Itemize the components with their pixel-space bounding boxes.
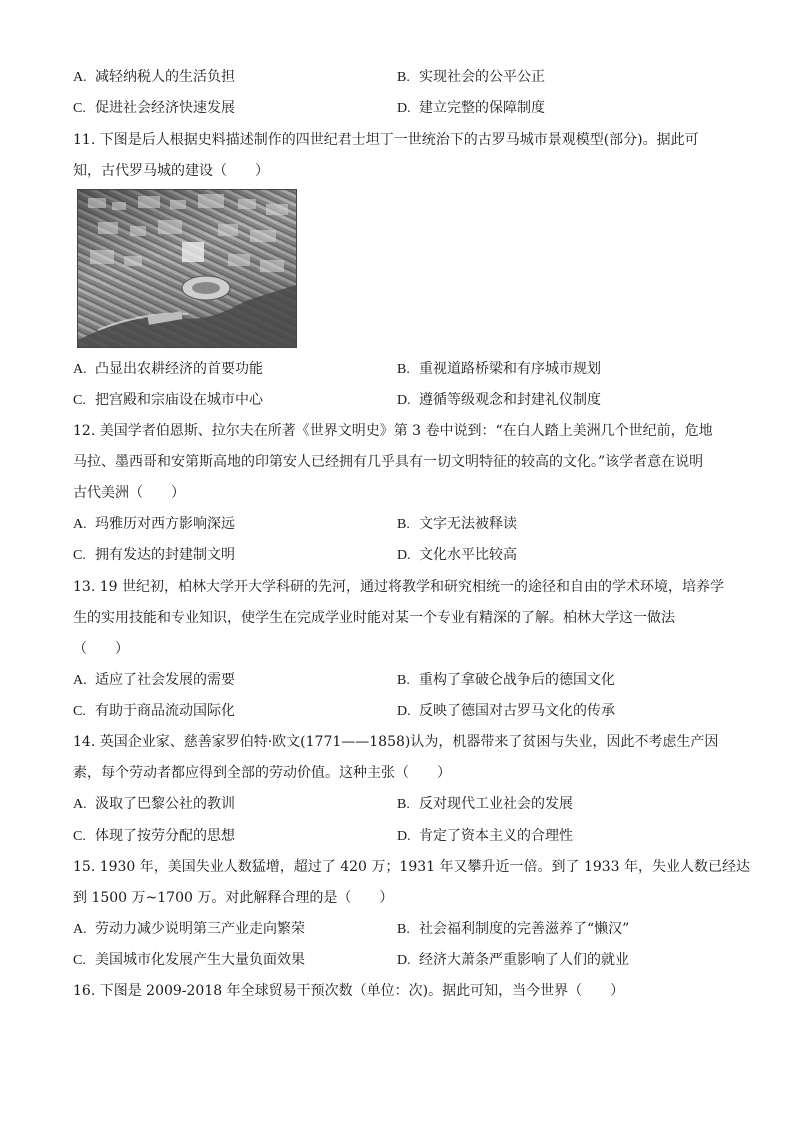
q13-stem-line-1: 13. 19 世纪初，柏林大学开大学科研的先河，通过将教学和研究相统一的途径和自由的学术环境，培养学 [73, 579, 724, 595]
q11-stem-line-2: 知，古代罗马城的建设（ ） [73, 163, 269, 179]
q14-option-d: D. 肯定了资本主义的合理性 [397, 828, 573, 844]
q14-stem-line-2: 素，每个劳动者都应得到全部的劳动价值。这种主张（ ） [73, 765, 451, 781]
q15-stem-line-1: 15. 1930 年，美国失业人数猛增，超过了 420 万；1931 年又攀升近一倍。到了 1933 年，失业人数已经达 [73, 859, 751, 875]
rome-city-model-illustration [78, 190, 296, 347]
q11-stem-line-1: 11. 下图是后人根据史料描述制作的四世纪君士坦丁一世统治下的古罗马城市景观模型(部分)。据此可 [73, 132, 699, 148]
q15-option-b: B. 社会福利制度的完善滋养了“懒汉” [397, 921, 630, 937]
q14-option-c: C. 体现了按劳分配的思想 [73, 828, 235, 844]
q12-stem-line-2: 马拉、墨西哥和安第斯高地的印第安人已经拥有几乎具有一切文明特征的较高的文化。”该学者意在说明 [73, 454, 704, 470]
q15-option-a: A. 劳动力减少说明第三产业走向繁荣 [73, 921, 305, 937]
q10-option-d: D. 建立完整的保障制度 [397, 100, 545, 116]
q12-stem-line-1: 12. 美国学者伯恩斯、拉尔夫在所著《世界文明史》第 3 卷中说到：“在白人踏上美洲几个世纪前，危地 [73, 423, 713, 439]
q12-stem-line-3: 古代美洲（ ） [73, 485, 185, 501]
q11-option-d: D. 遵循等级观念和封建礼仪制度 [397, 392, 601, 408]
q12-option-c: C. 拥有发达的封建制文明 [73, 547, 235, 563]
q10-option-a: A. 减轻纳税人的生活负担 [73, 69, 235, 85]
q11-option-b: B. 重视道路桥梁和有序城市规划 [397, 361, 601, 377]
q13-stem-line-3: （ ） [73, 641, 129, 657]
q14-stem-line-1: 14. 英国企业家、慈善家罗伯特·欧文(1771——1858)认为，机器带来了贫困与失业，因此不考虑生产因 [73, 734, 719, 750]
q10-option-c: C. 促进社会经济快速发展 [73, 100, 235, 116]
q13-stem-line-2: 生的实用技能和专业知识，使学生在完成学业时能对某一个专业有精深的了解。柏林大学这一做法 [73, 610, 675, 626]
q15-option-d: D. 经济大萧条严重影响了人们的就业 [397, 952, 629, 968]
q13-option-c: C. 有助于商品流动国际化 [73, 703, 235, 719]
q11-option-c: C. 把宫殿和宗庙设在城市中心 [73, 392, 263, 408]
q12-option-d: D. 文化水平比较高 [397, 547, 517, 563]
q14-option-b: B. 反对现代工业社会的发展 [397, 796, 573, 812]
q12-option-b: B. 文字无法被释读 [397, 516, 517, 532]
q10-option-b: B. 实现社会的公平公正 [397, 69, 545, 85]
q15-stem-line-2: 到 1500 万~1700 万。对此解释合理的是（ ） [73, 890, 394, 906]
q16-stem-line-1: 16. 下图是 2009-2018 年全球贸易干预次数（单位：次)。据此可知，当今世界（ ） [73, 983, 625, 999]
rome-city-model-photo [77, 189, 297, 348]
q15-option-c: C. 美国城市化发展产生大量负面效果 [73, 952, 305, 968]
q14-option-a: A. 汲取了巴黎公社的教训 [73, 796, 235, 812]
q13-option-b: B. 重构了拿破仑战争后的德国文化 [397, 672, 615, 688]
q13-option-d: D. 反映了德国对古罗马文化的传承 [397, 703, 615, 719]
q11-option-a: A. 凸显出农耕经济的首要功能 [73, 361, 263, 377]
q12-option-a: A. 玛雅历对西方影响深远 [73, 516, 235, 532]
q13-option-a: A. 适应了社会发展的需要 [73, 672, 235, 688]
